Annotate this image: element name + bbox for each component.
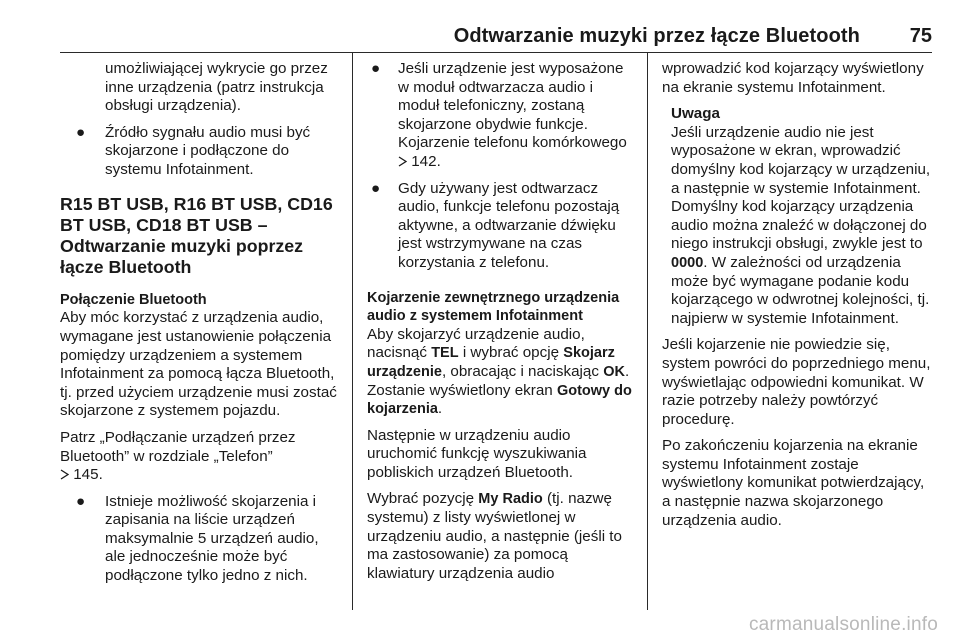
bullet-dot: ● xyxy=(371,179,381,197)
paragraph-connection xyxy=(60,291,340,421)
subheading: Kojarzenie zewnętrznego urządzenia audio z systemem Infotainment xyxy=(367,289,620,325)
bullet-text: Istnieje możliwość skojarzenia i zapisania na liście urządzeń maksymalnie 5 urządzeń audio, ale jednocześnie może być podłączone tylko jedno z nich. xyxy=(105,492,319,585)
page-number: 75 xyxy=(909,25,932,47)
bullet-text: Źródło sygnału audio musi być skojarzone i podłączone do systemu Infotainment. xyxy=(105,123,311,178)
paragraph-text: Aby móc korzystać z urządzenia audio, wymagane jest ustanowienie połączenia pomiędzy urządzeniem a systemem Infotainment za pomocą łącza Bluetooth, tj. przed użyciem urządzenie musi zostać skojarzone z systemem pojazdu. xyxy=(60,309,337,420)
my-radio-label: My Radio xyxy=(478,491,543,508)
watermark: carmanualsonline.info xyxy=(748,614,938,635)
page-ref: 145. xyxy=(73,466,103,484)
subheading: Połączenie Bluetooth xyxy=(60,291,207,308)
paragraph-text: , obracając i naciskając xyxy=(441,362,599,380)
section-title: R15 BT USB, R16 BT USB, CD16 BT USB, CD18 BT USB – Odtwarzanie muzyki poprzez łącze Bluetooth xyxy=(60,193,333,278)
column-2 xyxy=(367,60,633,591)
column-divider xyxy=(352,52,353,610)
bullet-text: Jeśli urządzenie jest wyposażone w moduł odtwarzacza audio i moduł telefoniczny, zostaną skojarzone obydwie funkcje. Kojarzenie telefonu komórkowego xyxy=(398,60,627,152)
paragraph-see-also xyxy=(60,429,340,485)
bullet-dot: ● xyxy=(76,492,86,510)
pair-device-option: Skojarz urządzenie xyxy=(367,345,615,380)
paragraph-text: i wybrać opcję xyxy=(462,344,560,362)
bullet-dot: ● xyxy=(371,60,381,77)
bullet-item xyxy=(60,493,340,586)
paragraph-failure: Jeśli kojarzenie nie powiedzie się, system powróci do poprzedniego menu, wyświetlając odpowiedni komunikat. W razie potrzeby należy powtórzyć procedurę. xyxy=(662,336,931,428)
page-ref-arrow-icon xyxy=(60,469,69,480)
note-text: Jeśli urządzenie audio nie jest wyposażone w ekran, wprowadzić domyślny kod kojarzący w urządzeniu, a następnie w systemie Infotainment. Domyślny kod kojarzący urządzenia audio można znaleźć w dołączonej do niego instrukcji obsługi, zwykle jest to xyxy=(671,123,931,253)
paragraph-search: Następnie w urządzeniu audio uruchomić funkcję wyszukiwania pobliskich urządzeń Bluetooth. xyxy=(367,426,587,481)
bullet-item xyxy=(367,60,633,172)
note-text: . W zależności od urządzenia może być wymagane podanie kodu kojarzącego w odwrotnej kolejności, tj. najpierw w systemie Infotainment. xyxy=(671,253,930,327)
paragraph-text: (tj. nazwę systemu) z listy wyświetlonej w urządzeniu audio, a następnie (jeśli to ma zastosowanie) za pomocą klawiatury urządzenia audio xyxy=(367,490,622,582)
paragraph-text: Patrz „Podłączanie urządzeń przez Bluetooth” w rozdziale „Telefon” xyxy=(60,428,296,465)
note-title: Uwaga xyxy=(671,105,720,123)
bullet-text: Gdy używany jest odtwarzacz audio, funkcje telefonu pozostają aktywne, a odtwarzanie dźwięku jest wstrzymywane na czas korzystania z telefonu. xyxy=(398,179,620,271)
default-pairing-code: 0000 xyxy=(671,254,704,271)
column-1 xyxy=(60,60,340,594)
page-title: Odtwarzanie muzyki przez łącze Bluetooth xyxy=(453,25,860,47)
paragraph-text: . Zostanie wyświetlony ekran xyxy=(367,362,630,399)
bullet-item xyxy=(367,180,633,273)
paragraph-pairing xyxy=(367,289,633,419)
ready-to-pair-screen: Gotowy do kojarzenia xyxy=(367,382,632,418)
bullet-item xyxy=(60,124,340,180)
paragraph-complete: Po zakończeniu kojarzenia na ekranie systemu Infotainment zostaje wyświetlony komunikat potwierdzający, a następnie nazwa skojarzonego urządzenia audio. xyxy=(662,437,925,529)
bullet-dot: ● xyxy=(76,123,86,141)
page-header xyxy=(60,0,932,53)
continued-text: wprowadzić kod kojarzący wyświetlony na ekranie systemu Infotainment. xyxy=(662,60,924,96)
ok-button-label: OK xyxy=(603,363,625,380)
paragraph-text: Aby skojarzyć urządzenie audio, nacisnąć xyxy=(367,325,585,362)
note-box xyxy=(662,105,934,328)
tel-button-label: TEL xyxy=(431,345,459,362)
paragraph-select xyxy=(367,490,633,583)
column-divider xyxy=(647,52,648,610)
continued-text: umożliwiającej wykrycie go przez inne urządzenia (patrz instrukcja obsługi urządzenia). xyxy=(105,60,328,115)
page-ref: 142. xyxy=(411,152,441,170)
paragraph-text: Wybrać pozycję xyxy=(367,490,475,508)
column-3 xyxy=(662,60,934,538)
paragraph-text: . xyxy=(437,400,443,418)
page-ref-arrow-icon xyxy=(398,156,407,167)
